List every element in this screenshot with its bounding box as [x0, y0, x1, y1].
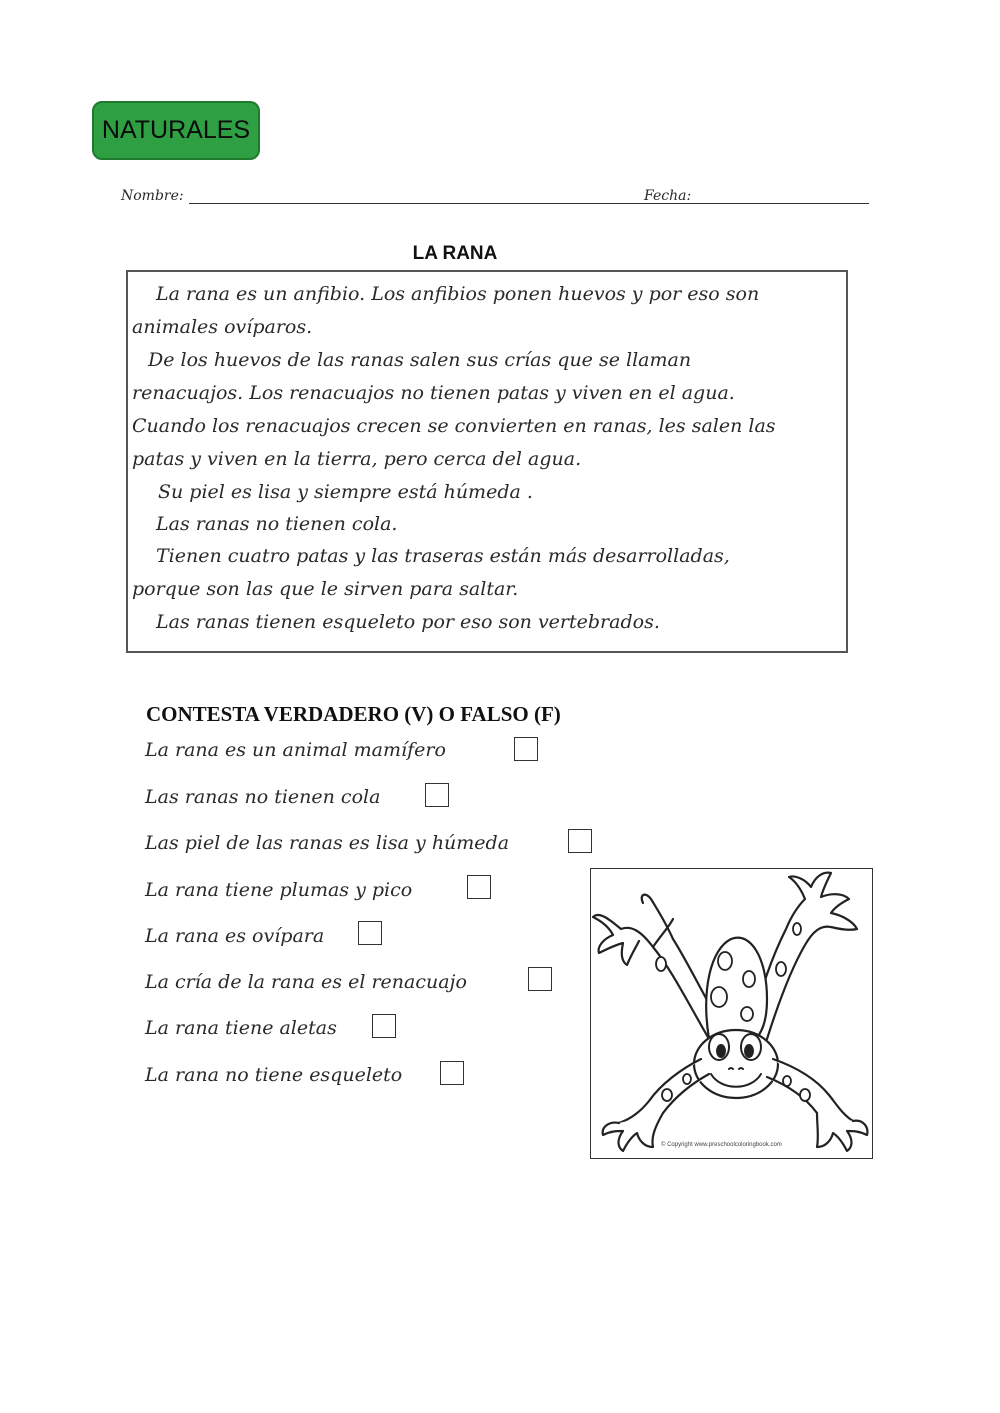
- subject-badge: [92, 101, 260, 160]
- reading-line: La rana es un anfibio. Los anfibios ponen huevos y por eso son: [156, 283, 760, 305]
- student-header: [121, 186, 869, 210]
- answer-checkbox[interactable]: [372, 1014, 396, 1038]
- reading-line: Tienen cuatro patas y las traseras están más desarrolladas,: [156, 545, 730, 567]
- reading-line: Su piel es lisa y siempre está húmeda .: [158, 481, 533, 503]
- quiz-statement: La rana tiene aletas: [145, 1017, 337, 1039]
- answer-checkbox[interactable]: [514, 737, 538, 761]
- date-field[interactable]: [691, 203, 869, 204]
- reading-line: porque son las que le sirven para saltar.: [132, 578, 519, 600]
- answer-checkbox[interactable]: [440, 1061, 464, 1085]
- reading-line: De los huevos de las ranas salen sus crías que se llaman: [148, 349, 692, 371]
- reading-line: animales ovíparos.: [132, 316, 313, 338]
- reading-box: [126, 270, 848, 653]
- reading-line: patas y viven en la tierra, pero cerca del agua.: [132, 448, 582, 470]
- reading-line: Las ranas no tienen cola.: [156, 513, 398, 535]
- quiz-statement: Las piel de las ranas es lisa y húmeda: [145, 832, 510, 854]
- answer-checkbox[interactable]: [528, 967, 552, 991]
- frog-icon: [591, 869, 872, 1158]
- quiz-statement: La rana tiene plumas y pico: [145, 879, 413, 901]
- quiz-statement: La rana es un animal mamífero: [145, 739, 446, 761]
- answer-checkbox[interactable]: [467, 875, 491, 899]
- quiz-heading: CONTESTA VERDADERO (V) O FALSO (F): [146, 702, 561, 726]
- answer-checkbox[interactable]: [425, 783, 449, 807]
- quiz-statement: La rana no tiene esqueleto: [145, 1064, 403, 1086]
- reading-line: renacuajos. Los renacuajos no tienen patas y viven en el agua.: [132, 382, 735, 404]
- answer-checkbox[interactable]: [358, 921, 382, 945]
- date-label: Fecha:: [644, 188, 692, 204]
- name-label: Nombre:: [121, 188, 184, 204]
- quiz-statement: Las ranas no tienen cola: [145, 786, 381, 808]
- reading-line: Las ranas tienen esqueleto por eso son vertebrados.: [156, 611, 660, 633]
- copyright-text: © Copyright www.preschoolcoloringbook.com: [661, 1142, 782, 1148]
- subject-label: NATURALES: [101, 116, 251, 144]
- answer-checkbox[interactable]: [568, 829, 592, 853]
- quiz-statement: La rana es ovípara: [145, 925, 325, 947]
- reading-title: LA RANA: [412, 243, 498, 264]
- quiz-statement: La cría de la rana es el renacuajo: [145, 971, 467, 993]
- reading-line: Cuando los renacuajos crecen se convierten en ranas, les salen las: [132, 415, 776, 437]
- frog-illustration: [590, 868, 873, 1159]
